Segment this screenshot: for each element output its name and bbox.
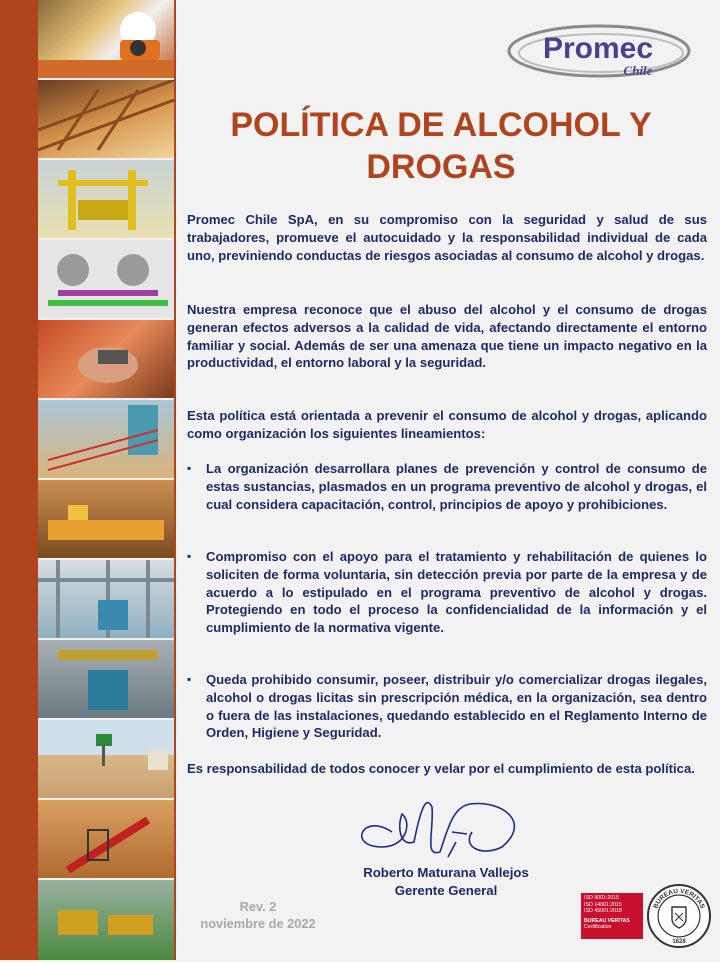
bullet-support: Compromiso con el apoyo para el tratamiento y rehabilitación de quienes lo soliciten de forma voluntaria, sin detección previa por parte de la empresa y de acuerdo a lo estipulado en el programa preventivo de alcohol y drogas. Protegiendo en todo el proceso la confidencialidad de la información y el cumplimiento de la normativa vigente. <box>206 549 707 636</box>
photo-yellow-frame <box>38 160 174 240</box>
iso-line: ISO 14001:2015 <box>584 901 622 908</box>
worksite-illustration <box>38 480 174 558</box>
iso-line: BUREAU VERITAS <box>584 917 630 924</box>
hands-illustration <box>38 320 174 398</box>
photo-truss-structure <box>38 80 174 160</box>
revision-block <box>180 898 336 932</box>
orientation-paragraph: Esta política está orientada a prevenir el consumo de alcohol y drogas, aplicando como organización los siguientes lineamientos: <box>187 408 707 441</box>
left-accent-bar <box>0 0 38 960</box>
logo-name: Promec <box>542 32 654 65</box>
signature <box>352 792 538 862</box>
photo-worksite <box>38 480 174 560</box>
logo-subtitle: Chile <box>623 63 653 78</box>
promec-logo <box>506 20 692 82</box>
iso-line: Certification <box>584 924 612 931</box>
intro-paragraph: Promec Chile SpA, en su compromiso con la seguridad y salud de sus trabajadores, promueve el autocuidado y la responsabilidad individual de cada uno, previniendo conductas de riesgos asociadas al consumo de alcohol y drogas. <box>187 212 707 263</box>
photo-hands-tool <box>38 320 174 400</box>
road-illustration <box>38 720 174 798</box>
closing-paragraph: Es responsabilidad de todos conocer y velar por el cumplimiento de esta política. <box>187 761 695 776</box>
photo-worker-helmet <box>38 0 174 80</box>
photo-plant <box>38 880 174 962</box>
bullet-marker: ▪ <box>187 461 192 475</box>
signer-role: Gerente General <box>394 882 498 898</box>
iso-line: ISO 45001:2018 <box>584 908 622 915</box>
frame-illustration <box>38 160 174 238</box>
photo-steel-structure <box>38 560 174 640</box>
bullet-marker: ▪ <box>187 549 192 563</box>
truss-illustration <box>38 80 174 158</box>
photo-strip <box>38 0 176 960</box>
signer-name: Roberto Maturana Vallejos <box>363 865 529 880</box>
worker-illustration <box>38 0 174 78</box>
revision-number: Rev. 2 <box>239 899 277 914</box>
equipment-illustration <box>38 640 174 718</box>
recognition-paragraph: Nuestra empresa reconoce que el abuso del alcohol y el consumo de drogas generan efectos adversos a la calidad de vida, afectando directamente el entorno familiar y social. Además de ser una amenaza que tiene un impacto negativo en la productividad, el entorno laboral y la seguridad. <box>187 302 707 371</box>
photo-road-site <box>38 720 174 800</box>
revision-date: noviembre de 2022 <box>200 916 316 931</box>
seal-text: BUREAU VERITAS <box>652 887 706 910</box>
plant-illustration <box>38 880 174 960</box>
page-title: POLÍTICA DE ALCOHOL Y DROGAS <box>230 106 652 186</box>
steel-illustration <box>38 560 174 638</box>
iso-certification-badge <box>581 893 643 939</box>
crane-illustration <box>38 800 174 878</box>
bullet-marker: ▪ <box>187 672 192 686</box>
photo-machinery <box>38 240 174 320</box>
bullet-prevention: La organización desarrollara planes de prevención y control de consumo de estas sustancias, plasmados en un programa preventivo de alcohol y drogas, el cual considera capacitación, control, principios de apoyo y prohibiciones. <box>206 461 707 512</box>
conveyor-illustration <box>38 400 174 478</box>
seal-year: 1828 <box>672 939 686 945</box>
machinery-illustration <box>38 240 174 318</box>
photo-crane <box>38 800 174 880</box>
bullet-prohibition: Queda prohibido consumir, poseer, distribuir y/o comercializar drogas ilegales, alcohol o drogas licitas sin prescripción médica, en la organización, sea dentro o fuera de las instalaciones, quedando establecido en el Reglamento Interno de Orden, Higiene y Seguridad. <box>206 672 707 741</box>
photo-conveyor <box>38 400 174 480</box>
bureau-veritas-seal-icon <box>646 883 712 949</box>
photo-equipment <box>38 640 174 720</box>
signer-block <box>340 864 552 899</box>
iso-line: ISO 9001:2015 <box>584 895 619 901</box>
